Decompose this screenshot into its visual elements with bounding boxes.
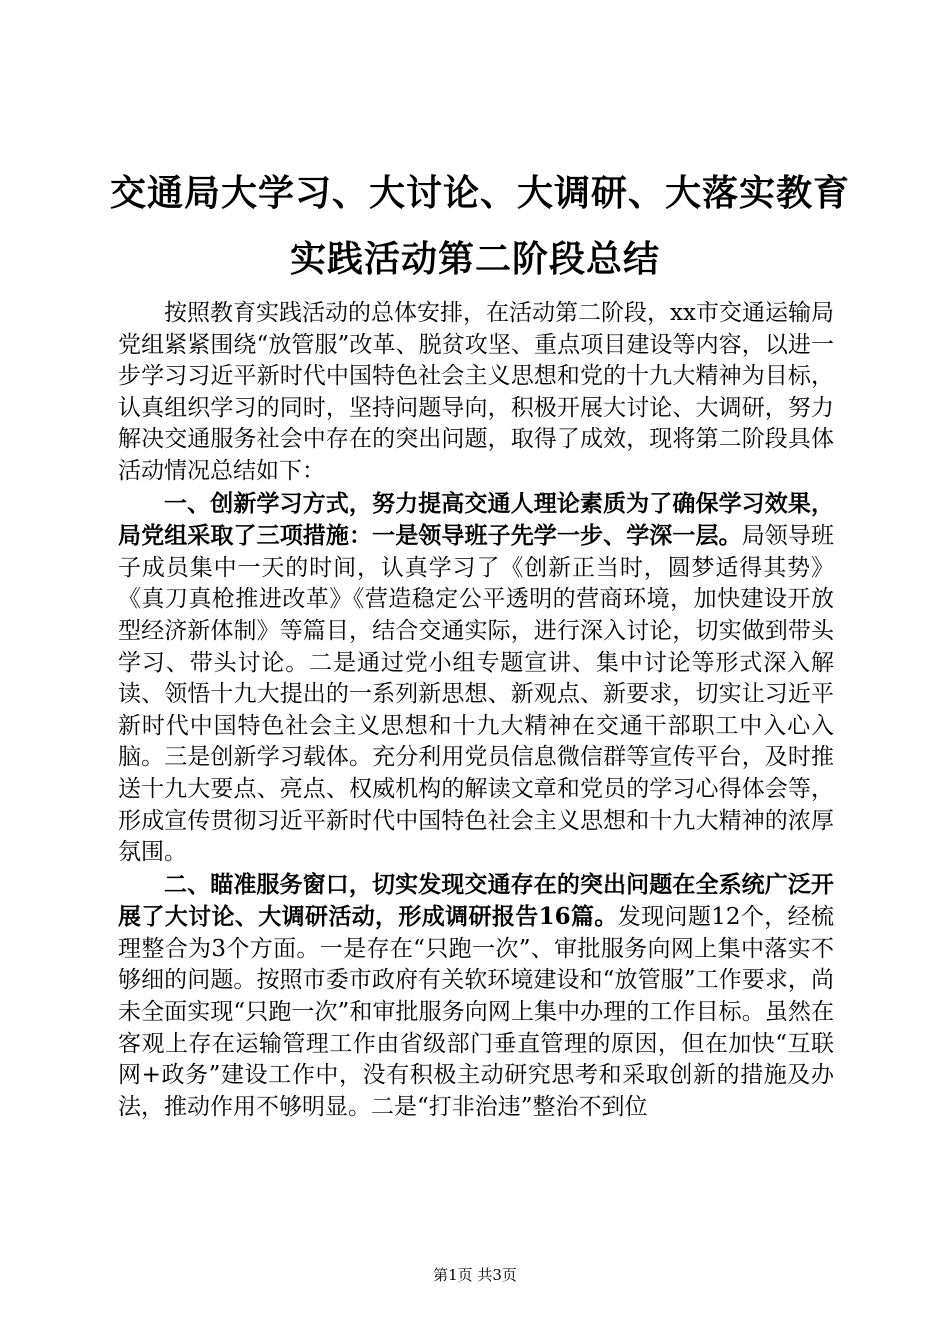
paragraph-intro-text: 按照教育实践活动的总体安排，在活动第二阶段，xx市交通运输局党组紧紧围绕“放管服”改革、脱贫攻坚、重点项目建设等内容，以进一步学习习近平新时代中国特色社会主义思想和党的十九大精神为目标，认真组织学习的同时，坚持问题导向，积极开展大讨论、大调研，努力解决交通服务社会中存在的突出问题，取得了成效，现将第二阶段具体活动情况总结如下： <box>118 300 834 484</box>
section-1-text: 局领导班子成员集中一天的时间，认真学习了《创新正当时，圆梦适得其势》《真刀真枪推进改革》《营造稳定公平透明的营商环境，加快建设开放型经济新体制》等篇目，结合交通实际，进行深入讨论，切实做到带头学习、带头讨论。二是通过党小组专题宣讲、集中讨论等形式深入解读、领悟十九大提出的一系列新思想、新观点、新要求，切实让习近平新时代中国特色社会主义思想和十九大精神在交通干部职工中入心入脑。三是创新学习载体。充分利用党员信息微信群等宣传平台，及时推送十九大要点、亮点、权威机构的解读文章和党员的学习心得体会等，形成宣传贯彻习近平新时代中国特色社会主义思想和十九大精神的浓厚氛围。 <box>118 523 835 866</box>
title-line-1: 交通局大学习、大讨论、大调研、大落实教育 <box>110 172 851 214</box>
section-1-heading: 一、创新学习方式，努力提高交通人理论素质为了确保学习效果，局党组采取了三项措施：一是领导班子先学一步、学深一层。 <box>118 489 834 550</box>
document-title <box>110 160 851 292</box>
title-line-2: 实践活动第二阶段总结 <box>289 238 660 280</box>
page-footer: 第1页 共3页 <box>433 1266 517 1284</box>
section-2-heading: 二、瞄准服务窗口，切实发现交通存在的突出问题在全系统广泛开展了大讨论、大调研活动，形成调研报告16篇。 <box>118 870 834 931</box>
paragraph-section-1 <box>118 488 834 869</box>
paragraph-intro <box>118 298 834 488</box>
paragraph-section-2 <box>118 869 834 1124</box>
document-body <box>118 298 834 1123</box>
section-2-text: 发现问题12个，经梳理整合为3个方面。一是存在“只跑一次”、审批服务向网上集中落实不够细的问题。按照市委市政府有关软环境建设和“放管服”工作要求，尚未全面实现“只跑一次”和审批服务向网上集中办理的工作目标。虽然在客观上存在运输管理工作由省级部门垂直管理的原因，但在加快“互联网+政务”建设工作中，没有积极主动研究思考和采取创新的措施及办法，推动作用不够明显。二是“打非治违”整治不到位 <box>118 904 834 1120</box>
